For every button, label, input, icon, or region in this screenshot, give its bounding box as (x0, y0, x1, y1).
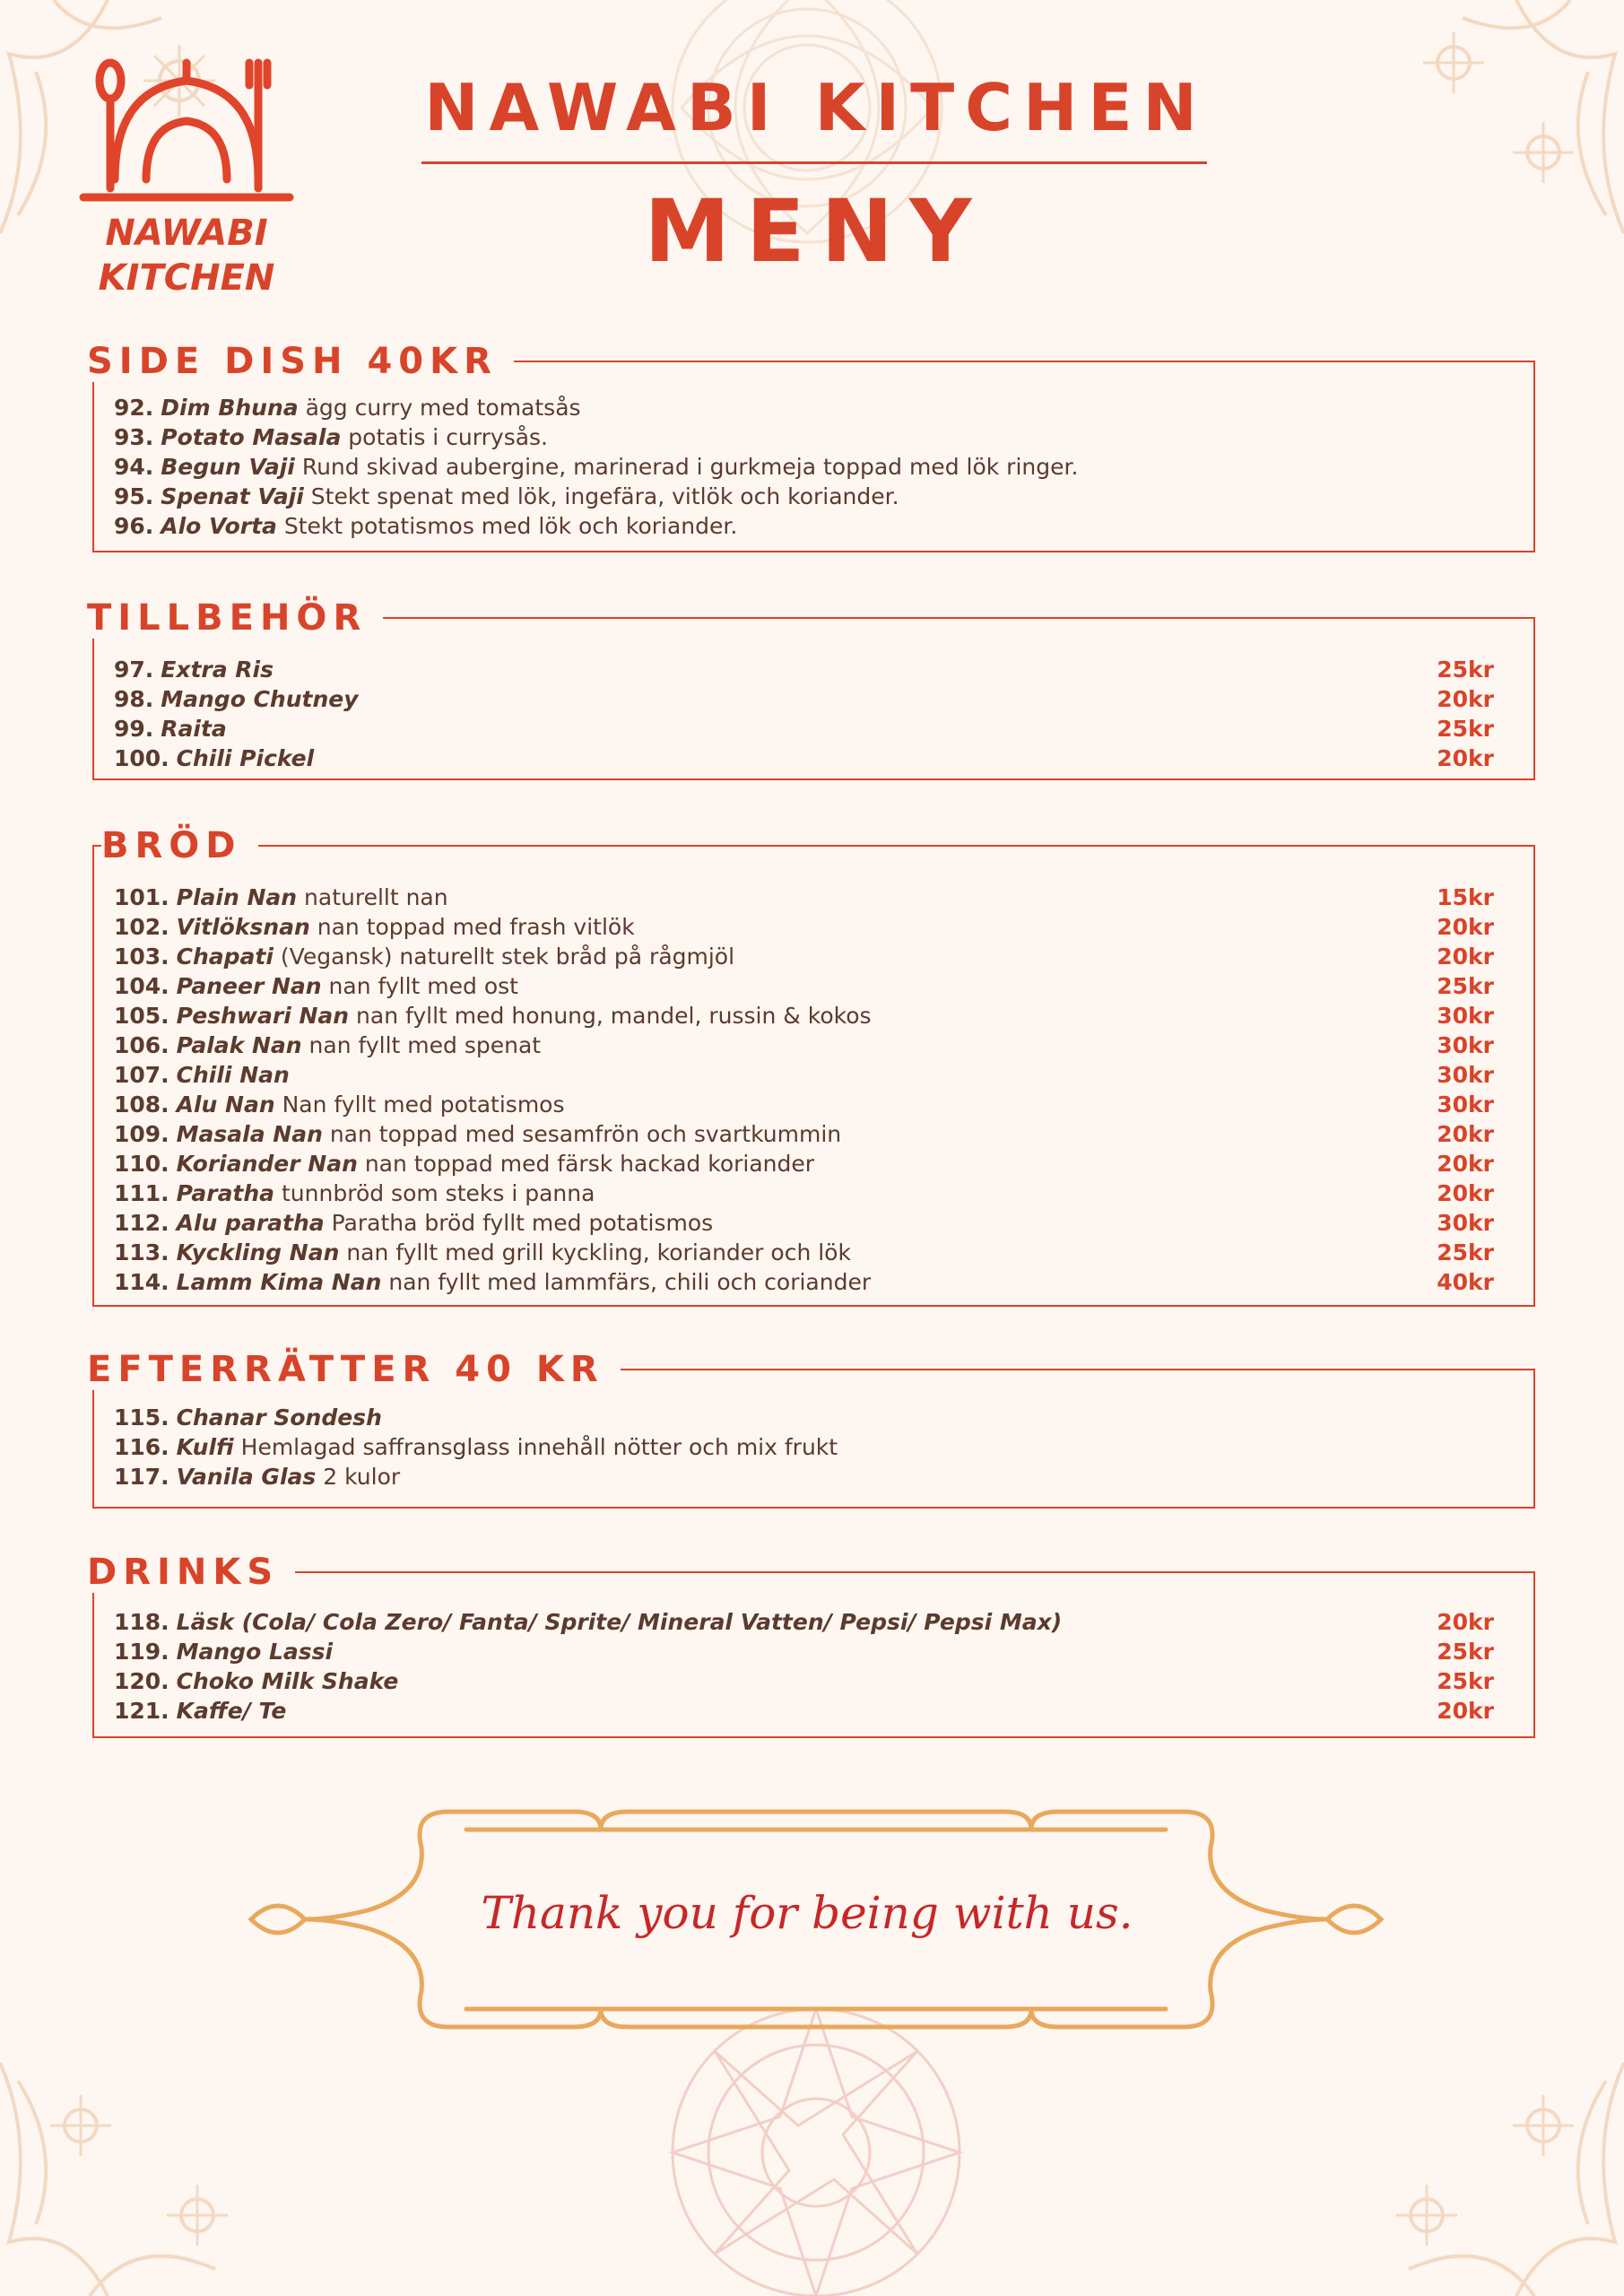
menu-item: 117. Vanila Glas 2 kulor (114, 1464, 401, 1490)
menu-item: 100. Chili Pickel 20kr (114, 745, 1494, 771)
price: 20kr (1437, 1180, 1494, 1206)
menu-item: 121. Kaffe/ Te 20kr (114, 1698, 1494, 1724)
corner-ornament-top-right-icon (1355, 0, 1624, 269)
menu-item: 92. Dim Bhuna ägg curry med tomatsås (114, 395, 581, 421)
logo-text-line1: NAWABI (105, 213, 268, 254)
page-subtitle: MENY (644, 181, 988, 282)
menu-item: 102. Vitlöksnan nan toppad med frash vitlök 20kr (114, 914, 1494, 940)
menu-item: 119. Mango Lassi 25kr (114, 1639, 1494, 1665)
price: 20kr (1437, 914, 1494, 940)
menu-item: 101. Plain Nan naturellt nan 15kr (114, 884, 1494, 910)
section-heading-brod: BRÖD (101, 825, 258, 866)
price: 25kr (1437, 973, 1494, 999)
price: 25kr (1437, 716, 1494, 742)
price: 30kr (1437, 1210, 1494, 1236)
section-heading-efterratter: EFTERRÄTTER 40 KR (87, 1349, 621, 1390)
section-heading-tillbehor: TILLBEHÖR (87, 597, 383, 639)
corner-ornament-bottom-right-icon (1337, 2027, 1624, 2296)
menu-item: 112. Alu paratha Paratha bröd fyllt med potatismos 30kr (114, 1210, 1494, 1236)
price: 25kr (1437, 1639, 1494, 1665)
page-title: NAWABI KITCHEN (424, 70, 1208, 145)
menu-item: 118. Läsk (Cola/ Cola Zero/ Fanta/ Sprite/ Mineral Vatten/ Pepsi/ Pepsi Max) 20kr (114, 1609, 1494, 1635)
menu-item: 104. Paneer Nan nan fyllt med ost 25kr (114, 973, 1494, 999)
menu-item: 110. Koriander Nan nan toppad med färsk hackad koriander 20kr (114, 1151, 1494, 1177)
price: 30kr (1437, 1091, 1494, 1118)
price: 20kr (1437, 1121, 1494, 1147)
menu-item: 108. Alu Nan Nan fyllt med potatismos 30kr (114, 1091, 1494, 1118)
price: 40kr (1437, 1269, 1494, 1295)
section-heading-drinks: DRINKS (87, 1552, 295, 1593)
logo-text-line2: KITCHEN (98, 257, 275, 299)
menu-item: 109. Masala Nan nan toppad med sesamfrön och svartkummin 20kr (114, 1121, 1494, 1147)
price: 15kr (1437, 884, 1494, 910)
menu-item: 111. Paratha tunnbröd som steks i panna 20kr (114, 1180, 1494, 1206)
menu-item: 93. Potato Masala potatis i currysås. (114, 424, 549, 450)
menu-item: 95. Spenat Vaji Stekt spenat med lök, ingefära, vitlök och koriander. (114, 483, 899, 509)
price: 20kr (1437, 745, 1494, 771)
price: 20kr (1437, 1609, 1494, 1635)
menu-item: 94. Begun Vaji Rund skivad aubergine, marinerad i gurkmeja toppad med lök ringer. (114, 454, 1079, 480)
price: 30kr (1437, 1003, 1494, 1029)
price: 25kr (1437, 1239, 1494, 1265)
section-box-brod (92, 845, 1535, 1307)
menu-item: 97. Extra Ris 25kr (114, 657, 1494, 683)
corner-ornament-bottom-left-icon (0, 2027, 287, 2296)
menu-item: 116. Kulfi Hemlagad saffransglass innehåll nötter och mix frukt (114, 1434, 838, 1460)
menu-item: 103. Chapati (Vegansk) naturellt stek bråd på rågmjöl 20kr (114, 944, 1494, 970)
menu-item: 98. Mango Chutney 20kr (114, 686, 1494, 712)
title-divider (421, 161, 1207, 164)
menu-item: 113. Kyckling Nan nan fyllt med grill kyckling, koriander och lök 25kr (114, 1239, 1494, 1265)
price: 20kr (1437, 944, 1494, 970)
menu-item: 105. Peshwari Nan nan fyllt med honung, mandel, russin & kokos 30kr (114, 1003, 1494, 1029)
menu-item: 96. Alo Vorta Stekt potatismos med lök och koriander. (114, 513, 738, 539)
menu-item: 99. Raita 25kr (114, 716, 1494, 742)
section-heading-side-dish: SIDE DISH 40KR (87, 341, 514, 382)
menu-item: 120. Choko Milk Shake 25kr (114, 1668, 1494, 1694)
menu-item: 107. Chili Nan 30kr (114, 1062, 1494, 1088)
menu-item: 115. Chanar Sondesh (114, 1405, 382, 1431)
section-box-drinks (92, 1571, 1535, 1738)
price: 30kr (1437, 1032, 1494, 1058)
menu-item: 106. Palak Nan nan fyllt med spenat 30kr (114, 1032, 1494, 1058)
section-box-side-dish (92, 361, 1535, 552)
price: 25kr (1437, 1668, 1494, 1694)
price: 20kr (1437, 1151, 1494, 1177)
price: 25kr (1437, 657, 1494, 683)
section-box-tillbehor (92, 617, 1535, 780)
menu-item: 114. Lamm Kima Nan nan fyllt med lammfärs, chili och coriander 40kr (114, 1269, 1494, 1295)
price: 20kr (1437, 1698, 1494, 1724)
thank-you-text: Thank you for being with us. (481, 1887, 1133, 1939)
price: 30kr (1437, 1062, 1494, 1088)
price: 20kr (1437, 686, 1494, 712)
